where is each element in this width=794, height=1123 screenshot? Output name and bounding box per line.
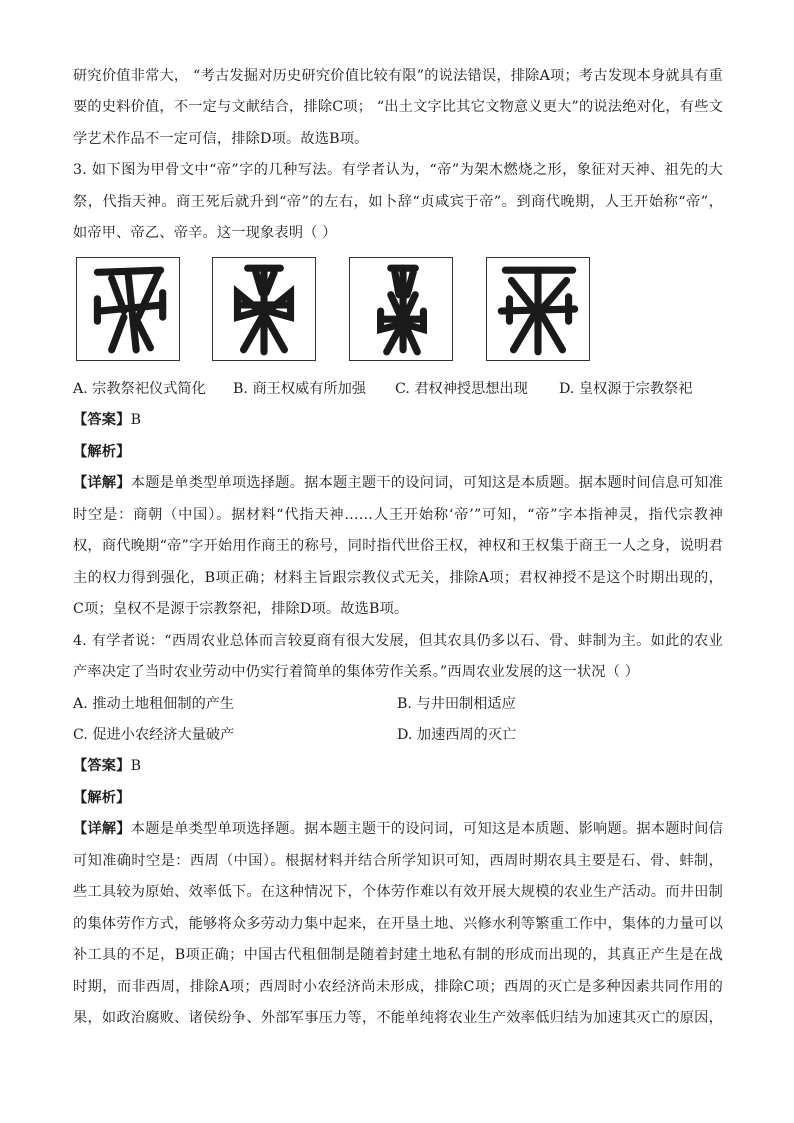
di-glyph-4-icon: [487, 258, 589, 360]
detail-line: 果，如政治腐败、诸侯纷争、外部军事压力等，不能单纯将农业生产效率低归结为加速其灭亡的原因，: [73, 1010, 723, 1026]
option-d[interactable]: D. 皇权源于宗教祭祀: [559, 381, 693, 397]
detail-line: [73, 473, 723, 493]
di-glyph-2-icon: [213, 258, 315, 360]
detail-line: 的集体劳作方式，能够将众多劳动力集中起来，在开垦土地、兴修水利等繁重工作中，集体的力量可以: [73, 916, 723, 932]
oracle-glyph-di-4: [486, 257, 590, 361]
detail-line: C项；皇权不是源于宗教祭祀，排除D项。故选B项。: [73, 601, 409, 617]
question-3-stem: 3. 如下图为甲骨文中“帝”字的几种写法。有学者认为，“帝”为架木燃烧之形，象征对天神、祖先的大: [73, 162, 723, 178]
oracle-glyph-di-3: [349, 257, 453, 361]
detail-line: 权，商代晚期“帝”字开始用作商王的称号，同时指代世俗王权，神权和王权集于商王一人之身，说明君: [73, 538, 723, 554]
detail-label: 【详解】: [73, 475, 131, 491]
text-line: 研究价值非常大， “考古发掘对历史研究价值比较有限”的说法错误，排除A项；考古发现本身就具有重: [73, 68, 723, 84]
di-glyph-1-icon: [77, 258, 179, 360]
option-b[interactable]: B. 商王权威有所加强: [233, 381, 366, 397]
detail-line: 补工具的不足，B项正确；中国古代租佃制是随着封建土地私有制的形成而出现的，其真正产生是在战: [73, 947, 723, 963]
question-4-stem: 产率决定了当时农业劳动中仍实行着简单的集体劳作关系。”西周农业发展的这一状况（ ）: [73, 664, 640, 680]
detail-line: 主的权力得到强化，B项正确；材料主旨跟宗教仪式无关，排除A项；君权神授不是这个时期出现的，: [73, 570, 723, 586]
option-c[interactable]: C. 促进小农经济大量破产: [73, 727, 235, 743]
detail-text: 本题是单类型单项选择题。据本题主题干的设问词，可知这是本质题、影响题。据本题时间信: [130, 821, 723, 837]
di-glyph-3-icon: [350, 258, 452, 360]
answer-row: [73, 410, 723, 430]
detail-line: 些工具较为原始、效率低下。在这种情况下，个体劳作难以有效开展大规模的农业生产活动。而井田制: [73, 884, 723, 900]
oracle-bone-glyphs-figure: [76, 257, 596, 363]
answer-value: B: [130, 758, 142, 774]
text-line: 要的史料价值，不一定与文献结合，排除C项； “出土文字比其它文物意义更大”的说法绝对化，有些文: [73, 99, 723, 115]
oracle-glyph-di-2: [212, 257, 316, 361]
text-line: 学艺术作品不一定可信，排除D项。故选B项。: [73, 131, 369, 147]
question-3-stem: 祭，代指天神。商王死后就升到“帝”的左右，如卜辞“贞咸宾于帝”。到商代晚期，人王开始称“帝”，: [73, 194, 723, 210]
option-c[interactable]: C. 君权神授思想出现: [395, 381, 528, 397]
analysis-row: [73, 442, 723, 462]
detail-text: 本题是单类型单项选择题。据本题主题干的设问词，可知这是本质题。据本题时间信息可知准: [130, 475, 723, 491]
option-b[interactable]: B. 与井田制相适应: [397, 696, 516, 712]
question-3-stem: 如帝甲、帝乙、帝辛。这一现象表明（ ）: [73, 225, 337, 241]
oracle-glyph-di-1: [76, 257, 180, 361]
answer-value: B: [130, 412, 142, 428]
analysis-label: 【解析】: [73, 790, 131, 806]
option-d[interactable]: D. 加速西周的灭亡: [397, 727, 517, 743]
detail-line: 时期，而非西周，排除A项；西周时小农经济尚未形成，排除C项；西周的灭亡是多种因素共同作用的: [73, 979, 723, 995]
answer-label: 【答案】: [73, 758, 131, 774]
option-a[interactable]: A. 宗教祭祀仪式简化: [73, 381, 206, 397]
answer-label: 【答案】: [73, 412, 131, 428]
detail-line: 时空是：商朝（中国）。据材料“代指天神……人王开始称‘帝’”可知，“帝”字本指神灵，指代宗教神: [73, 507, 723, 523]
detail-line: 可知准确时空是：西周（中国）。根据材料并结合所学知识可知，西周时期农具主要是石、骨、蚌制，: [73, 853, 723, 869]
analysis-label: 【解析】: [73, 444, 131, 460]
option-a[interactable]: A. 推动土地租佃制的产生: [73, 696, 235, 712]
question-4-stem: 4. 有学者说：“西周农业总体而言较夏商有很大发展，但其农具仍多以石、骨、蚌制为主。如此的农业: [73, 633, 723, 649]
analysis-row: [73, 788, 723, 808]
detail-label: 【详解】: [73, 821, 131, 837]
answer-row: [73, 756, 723, 776]
detail-line: [73, 819, 723, 839]
